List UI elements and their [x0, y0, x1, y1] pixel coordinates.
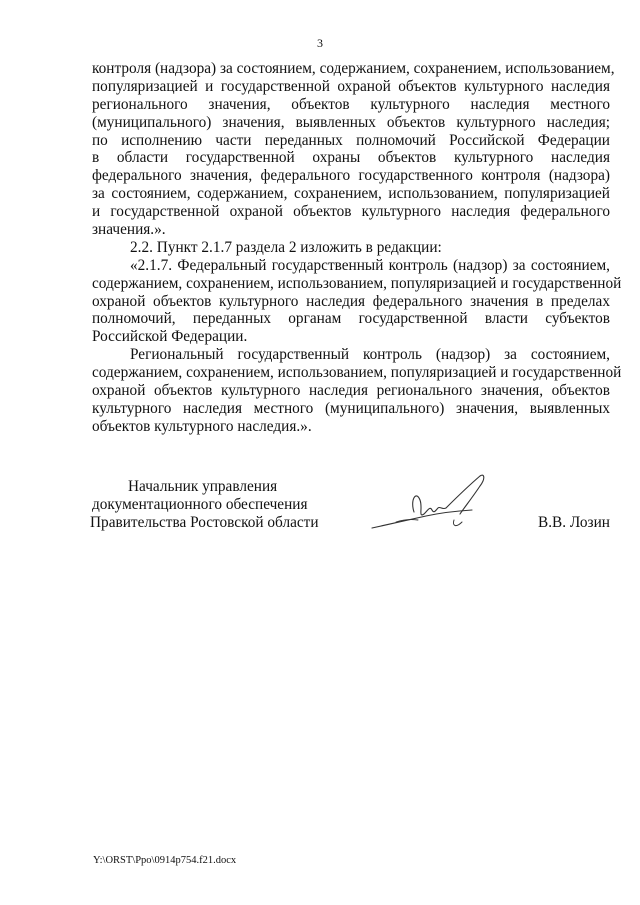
text-line: содержанием, сохранением, использованием, популяризацией и государственной	[92, 364, 622, 382]
text-line: культурного наследия местного (муниципального) значения, выявленных	[92, 399, 610, 417]
handwritten-signature	[368, 470, 496, 540]
page-number: 3	[317, 36, 323, 50]
text-line: содержанием, сохранением, использованием, популяризацией и государственной	[92, 274, 622, 292]
text-line: по исполнению части переданных полномочий Российской Федерации	[92, 131, 610, 149]
signer-name: В.В. Лозин	[538, 514, 610, 531]
text-line: «2.1.7. Федеральный государственный контроль (надзор) за состоянием,	[130, 256, 610, 274]
signatory-title-line: документационного обеспечения	[92, 496, 308, 513]
text-line: 2.2. Пункт 2.1.7 раздела 2 изложить в редакции:	[130, 238, 442, 256]
text-line: Региональный государственный контроль (надзор) за состоянием,	[130, 346, 610, 364]
text-line: полномочий, переданных органам государственной власти субъектов	[92, 310, 610, 328]
document-body	[92, 60, 622, 436]
text-line: значения.».	[92, 221, 166, 239]
text-line: Российской Федерации.	[92, 328, 248, 346]
text-line: (муниципального) значения, выявленных объектов культурного наследия;	[92, 113, 610, 131]
file-path: Y:\ORST\Ppo\0914p754.f21.docx	[93, 855, 237, 866]
text-line: и государственной охраной объектов культурного наследия федерального	[92, 203, 610, 221]
signatory-title-line: Начальник управления	[128, 478, 278, 495]
text-line: в области государственной охраны объектов культурного наследия	[92, 149, 610, 167]
text-line: регионального значения, объектов культурного наследия местного	[92, 95, 610, 113]
text-line: объектов культурного наследия.».	[92, 417, 312, 435]
text-line: охраной объектов культурного наследия регионального значения, объектов	[92, 382, 610, 400]
text-line: федерального значения, федерального государственного контроля (надзора)	[92, 167, 610, 185]
signatory-title-line: Правительства Ростовской области	[90, 514, 319, 531]
text-line: популяризацией и государственной охраной объектов культурного наследия	[92, 77, 610, 95]
text-line: за состоянием, содержанием, сохранением, использованием, популяризацией	[92, 185, 610, 203]
signatory-title	[90, 478, 319, 532]
text-line: охраной объектов культурного наследия федерального значения в пределах	[92, 292, 610, 310]
text-line: контроля (надзора) за состоянием, содержанием, сохранением, использованием,	[92, 60, 615, 77]
